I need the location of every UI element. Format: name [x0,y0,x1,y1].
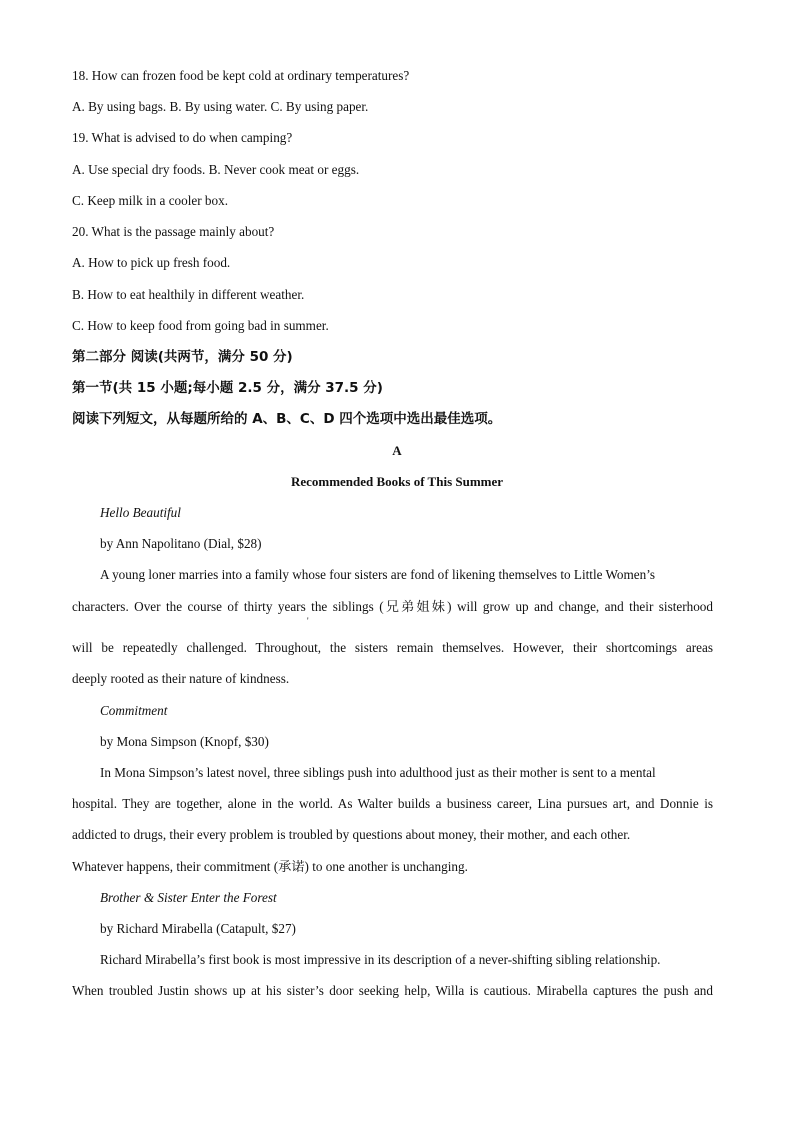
passage-letter: A [392,443,402,458]
question-18: 18. How can frozen food be kept cold at ordinary temperatures? [72,68,410,83]
stray-mark: ' [307,616,309,626]
paragraph-line: addicted to drugs, their every problem is troubled by questions about money, their mother, and each other. [72,827,631,842]
paragraph-line: In Mona Simpson’s latest novel, three siblings push into adulthood just as their mother is sent to a mental [100,765,656,780]
question-20-option-a: A. How to pick up fresh food. [72,255,231,270]
book-title: Brother & Sister Enter the Forest [100,890,277,905]
instruction: 阅读下列短文，从每题所给的 A、B、C、D 四个选项中选出最佳选项。 [72,411,502,427]
question-19: 19. What is advised to do when camping? [72,130,293,145]
book-title: Commitment [100,703,168,718]
passage-title: Recommended Books of This Summer [290,474,504,489]
paragraph-line: characters. Over the course of thirty years the siblings (兄弟姐妹) will grow up and change, and their sisterhood [72,599,713,614]
paragraph-line: deeply rooted as their nature of kindness. [72,671,290,686]
paragraph-line: Richard Mirabella’s first book is most impressive in its description of a never-shifting sibling relationship. [100,952,661,967]
book-byline: by Mona Simpson (Knopf, $30) [100,734,269,749]
book-byline: by Ann Napolitano (Dial, $28) [100,536,262,551]
paragraph-line: hospital. They are together, alone in the world. As Walter builds a business career, Lina pursues art, and Donnie is [72,796,713,811]
question-18-options: A. By using bags. B. By using water. C. By using paper. [72,99,369,114]
book-byline: by Richard Mirabella (Catapult, $27) [100,921,296,936]
paragraph-line: will be repeatedly challenged. Throughout, the sisters remain themselves. However, their shortcomings areas [72,640,713,655]
part-title: 第二部分 阅读(共两节，满分 50 分) [72,349,293,365]
question-20: 20. What is the passage mainly about? [72,224,275,239]
question-20-option-b: B. How to eat healthily in different weather. [72,287,305,302]
section-subtitle: 第一节(共 15 小题;每小题 2.5 分，满分 37.5 分) [72,380,383,396]
paragraph-line: A young loner marries into a family whose four sisters are fond of likening themselves to Little Women’s [100,567,656,582]
paragraph-line: Whatever happens, their commitment (承诺) to one another is unchanging. [72,859,468,874]
question-19-options-ab: A. Use special dry foods. B. Never cook meat or eggs. [72,162,360,177]
question-20-option-c: C. How to keep food from going bad in summer. [72,318,329,333]
paragraph-line: When troubled Justin shows up at his sister’s door seeking help, Willa is cautious. Mirabella captures the push and [72,983,713,998]
question-19-option-c: C. Keep milk in a cooler box. [72,193,229,208]
book-title: Hello Beautiful [100,505,181,520]
